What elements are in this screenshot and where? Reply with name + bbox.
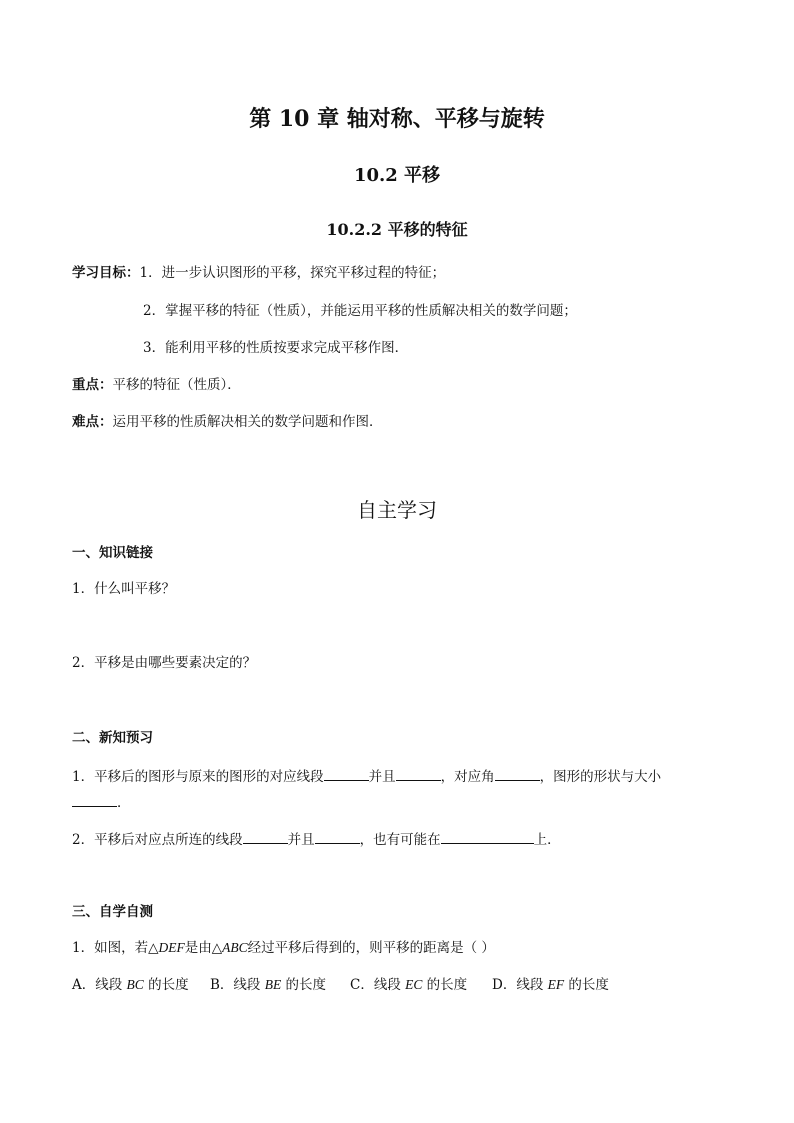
answer-blank[interactable] <box>243 828 288 844</box>
key-point-text: 平移的特征（性质）． <box>112 377 241 393</box>
answer-blank[interactable] <box>315 828 360 844</box>
option-c-segment: EC <box>405 977 423 992</box>
option-c-prefix: C．线段 <box>350 977 406 993</box>
preview-q2-text-c: ，也有可能在 <box>359 832 441 848</box>
subsection-title: 10.2.2 平移的特征 <box>326 220 468 239</box>
triangle-abc-label: ABC <box>222 940 248 955</box>
option-a-prefix: A．线段 <box>72 977 127 993</box>
option-c[interactable] <box>350 975 467 995</box>
option-b-segment: BE <box>264 977 282 992</box>
question-translation-factors: 2．平移是由哪些要素决定的？ <box>72 655 257 671</box>
preview-q1-text-a: 1．平移后的图形与原来的图形的对应线段 <box>72 769 324 785</box>
answer-blank[interactable] <box>396 765 441 781</box>
preview-q1-text-b: 并且 <box>368 769 396 785</box>
preview-question-1-line-2 <box>72 791 131 813</box>
learning-objective-1 <box>72 263 445 283</box>
self-test-heading: 三、自学自测 <box>72 904 153 920</box>
preview-q2-text-a: 2．平移后对应点所连的线段 <box>72 832 243 848</box>
difficulty-label: 难点： <box>72 414 113 430</box>
option-d[interactable] <box>492 975 609 995</box>
preview-q2-text-b: 并且 <box>287 832 315 848</box>
learning-objective-2: 2．掌握平移的特征（性质），并能运用平移的性质解决相关的数学问题； <box>143 303 577 319</box>
option-a-segment: BC <box>126 977 144 992</box>
difficulty <box>72 412 383 432</box>
preview-question-2 <box>72 828 561 850</box>
self-test-question-1 <box>72 938 495 958</box>
option-b-suffix: 的长度 <box>281 977 327 993</box>
objective-text: 1．进一步认识图形的平移，探究平移过程的特征； <box>139 265 446 281</box>
option-d-segment: EF <box>547 977 565 992</box>
answer-blank[interactable] <box>495 765 540 781</box>
answer-blank[interactable] <box>324 765 369 781</box>
option-a-suffix: 的长度 <box>143 977 189 993</box>
self-test-q1-text-b: 是由△ <box>184 940 223 956</box>
preview-q1-text-c: ，对应角 <box>440 769 495 785</box>
option-c-suffix: 的长度 <box>422 977 468 993</box>
learning-objectives-label: 学习目标： <box>72 265 140 281</box>
self-test-q1-text-a: 1．如图，若△ <box>72 940 159 956</box>
preview-q1-text-d: ，图形的形状与大小 <box>539 769 662 785</box>
chapter-title: 第 10 章 轴对称、平移与旋转 <box>249 106 545 132</box>
preview-q1-text-e: ． <box>117 795 131 811</box>
option-b[interactable] <box>210 975 326 995</box>
option-d-prefix: D．线段 <box>492 977 548 993</box>
self-study-heading: 自主学习 <box>357 498 437 522</box>
key-point-label: 重点： <box>72 377 113 393</box>
section-title: 10.2 平移 <box>353 165 441 186</box>
option-d-suffix: 的长度 <box>564 977 609 993</box>
preview-q2-text-d: 上． <box>533 832 561 848</box>
learning-objective-3: 3．能利用平移的性质按要求完成平移作图． <box>143 340 409 356</box>
answer-blank[interactable] <box>441 828 534 844</box>
question-what-is-translation: 1．什么叫平移？ <box>72 581 176 597</box>
key-point <box>72 375 241 395</box>
triangle-def-label: DEF <box>158 940 185 955</box>
difficulty-text: 运用平移的性质解决相关的数学问题和作图． <box>112 414 383 430</box>
preview-question-1-line-1 <box>72 765 661 787</box>
preview-heading: 二、新知预习 <box>72 730 153 746</box>
knowledge-link-heading: 一、知识链接 <box>72 545 153 561</box>
self-test-q1-text-c: 经过平移后得到的，则平移的距离是（ ） <box>247 940 495 956</box>
option-b-prefix: B．线段 <box>210 977 265 993</box>
option-a[interactable] <box>72 975 189 995</box>
answer-blank[interactable] <box>72 791 117 807</box>
